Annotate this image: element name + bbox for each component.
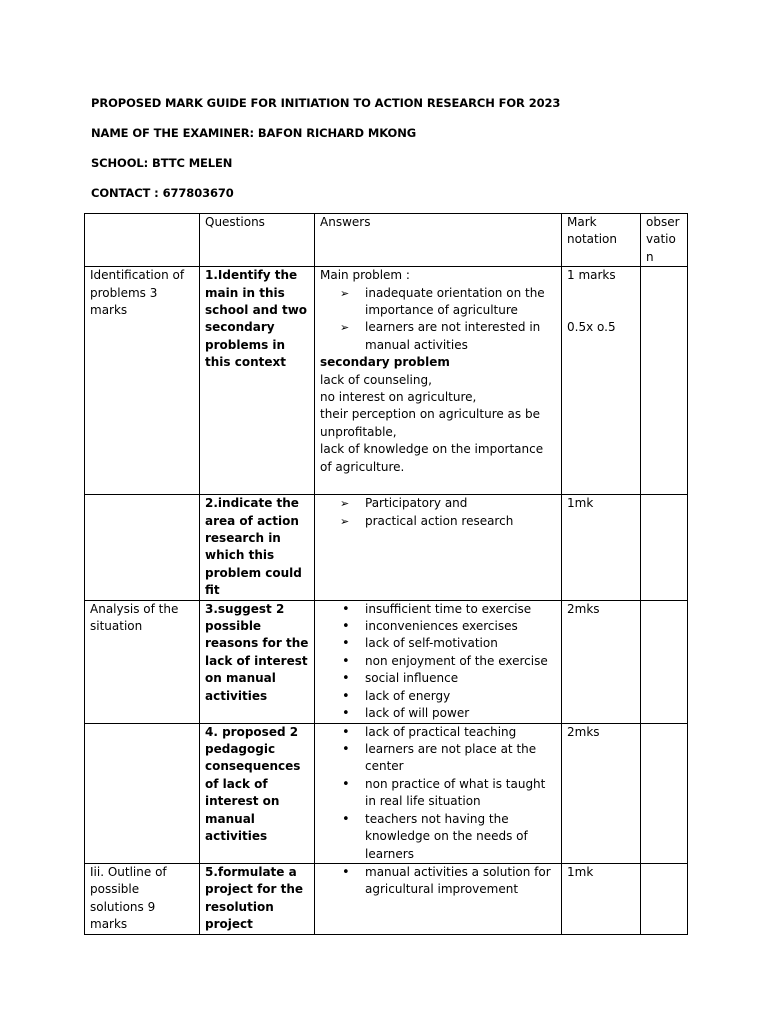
mark-guide-table bbox=[84, 213, 688, 935]
list-item: • learners are not place at the center bbox=[320, 741, 556, 776]
list-item: • lack of will power bbox=[320, 705, 556, 722]
list-item: • lack of energy bbox=[320, 688, 556, 705]
answer-intro: Main problem : bbox=[320, 268, 410, 283]
header-questions: Questions bbox=[200, 214, 315, 267]
list-item: ➢ practical action research bbox=[320, 513, 556, 530]
mark-cell: 2mks bbox=[562, 600, 641, 723]
answer-list bbox=[320, 285, 556, 355]
answer-line: no interest on agriculture, bbox=[320, 390, 477, 405]
mark-secondary: 0.5x o.5 bbox=[567, 319, 616, 334]
answer-cell bbox=[315, 267, 562, 495]
list-item: • inconveniences exercises bbox=[320, 618, 556, 635]
question-cell: 5.formulate a project for the resolution project bbox=[200, 863, 315, 934]
answer-list bbox=[320, 495, 556, 530]
question-cell: 3.suggest 2 possible reasons for the lack of interest on manual activities bbox=[200, 600, 315, 723]
question-cell: 2.indicate the area of action research in which this problem could fit bbox=[200, 495, 315, 600]
list-item: ➢ Participatory and bbox=[320, 495, 556, 512]
list-item: • insufficient time to exercise bbox=[320, 601, 556, 618]
section-cell: Identification of problems 3 marks bbox=[85, 267, 200, 495]
observation-cell bbox=[641, 723, 688, 863]
question-cell: 4. proposed 2 pedagogic consequences of lack of interest on manual activities bbox=[200, 723, 315, 863]
table-row bbox=[85, 495, 688, 600]
observation-cell bbox=[641, 495, 688, 600]
header-answers: Answers bbox=[315, 214, 562, 267]
section-cell: Iii. Outline of possible solutions 9 marks bbox=[85, 863, 200, 934]
document-title: PROPOSED MARK GUIDE FOR INITIATION TO ACTION RESEARCH FOR 2023 bbox=[91, 96, 561, 110]
mark-cell: 1mk bbox=[562, 495, 641, 600]
observation-cell bbox=[641, 863, 688, 934]
examiner-name: NAME OF THE EXAMINER: BAFON RICHARD MKONG bbox=[91, 126, 417, 140]
table-row bbox=[85, 863, 688, 934]
section-cell bbox=[85, 723, 200, 863]
table-row bbox=[85, 267, 688, 495]
answer-subheading: secondary problem bbox=[320, 355, 450, 370]
mark-primary: 1 marks bbox=[567, 268, 616, 283]
list-item: • lack of practical teaching bbox=[320, 724, 556, 741]
answer-cell bbox=[315, 495, 562, 600]
list-item: ➢ inadequate orientation on the importance of agriculture bbox=[320, 285, 556, 320]
answer-line: their perception on agriculture as be unprofitable, bbox=[320, 407, 540, 439]
answer-cell bbox=[315, 863, 562, 934]
list-item: • non practice of what is taught in real life situation bbox=[320, 776, 556, 811]
list-item: ➢ learners are not interested in manual activities bbox=[320, 319, 556, 354]
list-item: • manual activities a solution for agricultural improvement bbox=[320, 864, 556, 899]
section-cell: Analysis of the situation bbox=[85, 600, 200, 723]
section-cell bbox=[85, 495, 200, 600]
observation-cell bbox=[641, 267, 688, 495]
list-item: • teachers not having the knowledge on the needs of learners bbox=[320, 811, 556, 863]
mark-cell bbox=[562, 267, 641, 495]
answer-list bbox=[320, 601, 556, 723]
mark-cell: 2mks bbox=[562, 723, 641, 863]
answer-list bbox=[320, 724, 556, 863]
question-cell: 1.Identify the main in this school and two secondary problems in this context bbox=[200, 267, 315, 495]
answer-cell bbox=[315, 600, 562, 723]
table-row bbox=[85, 723, 688, 863]
answer-line: lack of counseling, bbox=[320, 372, 432, 387]
list-item: • lack of self-motivation bbox=[320, 635, 556, 652]
mark-cell: 1mk bbox=[562, 863, 641, 934]
school-name: SCHOOL: BTTC MELEN bbox=[91, 156, 233, 170]
answer-list bbox=[320, 864, 556, 899]
observation-cell bbox=[641, 600, 688, 723]
header-mark-notation: Mark notation bbox=[562, 214, 641, 267]
list-item: • non enjoyment of the exercise bbox=[320, 653, 556, 670]
answer-cell bbox=[315, 723, 562, 863]
contact-number: CONTACT : 677803670 bbox=[91, 186, 234, 200]
mark-spacer bbox=[567, 285, 635, 319]
list-item: • social influence bbox=[320, 670, 556, 687]
header-blank-cell bbox=[85, 214, 200, 267]
table-header-row bbox=[85, 214, 688, 267]
answer-line: lack of knowledge on the importance of agriculture. bbox=[320, 442, 544, 474]
header-observation: obser vatio n bbox=[641, 214, 688, 267]
table-row bbox=[85, 600, 688, 723]
